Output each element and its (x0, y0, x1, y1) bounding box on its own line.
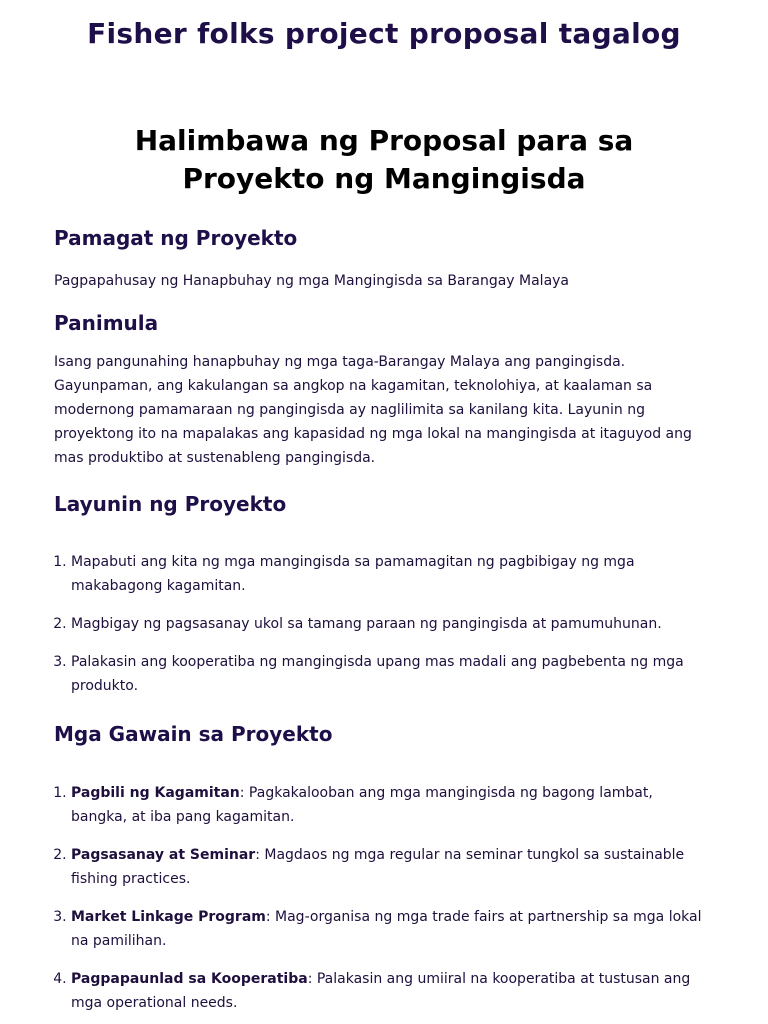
list-item-text: : Magdaos ng mga regular na seminar tungkol sa sustainable fishing practices. (71, 847, 685, 887)
gawain-list (54, 781, 708, 1015)
page-title: Fisher folks project proposal tagalog (87, 17, 681, 50)
section-heading-pamagat: Pamagat ng Proyekto (54, 226, 298, 250)
list-item: 2. Magbigay ng pagsasanay ukol sa tamang paraan ng pangingisda at pamumuhunan. (71, 612, 708, 636)
list-item-text: : Mag-organisa ng mga trade fairs at partnership sa mga lokal na pamilihan. (71, 909, 702, 949)
document-body (0, 224, 768, 1015)
section-heading-gawain: Mga Gawain sa Proyekto (54, 722, 333, 746)
list-item: 1. Mapabuti ang kita ng mga mangingisda sa pamamagitan ng pagbibigay ng mga makabagong kagamitan. (71, 550, 708, 598)
list-item-label: Pagbili ng Kagamitan (71, 785, 240, 801)
layunin-list (54, 550, 708, 698)
section-heading-panimula: Panimula (54, 311, 159, 335)
list-item-label: Pagpapaunlad sa Kooperatiba (71, 971, 308, 987)
list-item-label: Market Linkage Program (71, 909, 266, 925)
list-item (71, 967, 708, 1015)
panimula-text: Isang pangunahing hanapbuhay ng mga taga-Barangay Malaya ang pangingisda. Gayunpaman, ang kakulangan sa angkop na kagamitan, teknolohiya, at kaalaman sa modernong pamamaraan ng pangingisda ay naglilimita sa kanilang kita. Layunin ng proyektong ito na mapalakas ang kapasidad ng mga lokal na mangingisda at itaguyod ang mas produktibo at sustenableng pangingisda. (54, 354, 692, 466)
section-heading-layunin: Layunin ng Proyekto (54, 492, 287, 516)
document-title: Halimbawa ng Proposal para sa Proyekto ng Mangingisda (134, 124, 634, 195)
list-item-text: : Palakasin ang umiiral na kooperatiba at tustusan ang mga operational needs. (71, 971, 691, 1011)
list-item-text: : Pagkakalooban ang mga mangingisda ng bagong lambat, bangka, at iba pang kagamitan. (71, 785, 653, 825)
pamagat-text: Pagpapahusay ng Hanapbuhay ng mga Mangingisda sa Barangay Malaya (54, 273, 570, 289)
list-item-label: Pagsasanay at Seminar (71, 847, 256, 863)
list-item: 3. Palakasin ang kooperatiba ng mangingisda upang mas madali ang pagbebenta ng mga produkto. (71, 650, 708, 698)
list-item (71, 781, 708, 829)
list-item (71, 905, 708, 953)
list-item (71, 843, 708, 891)
